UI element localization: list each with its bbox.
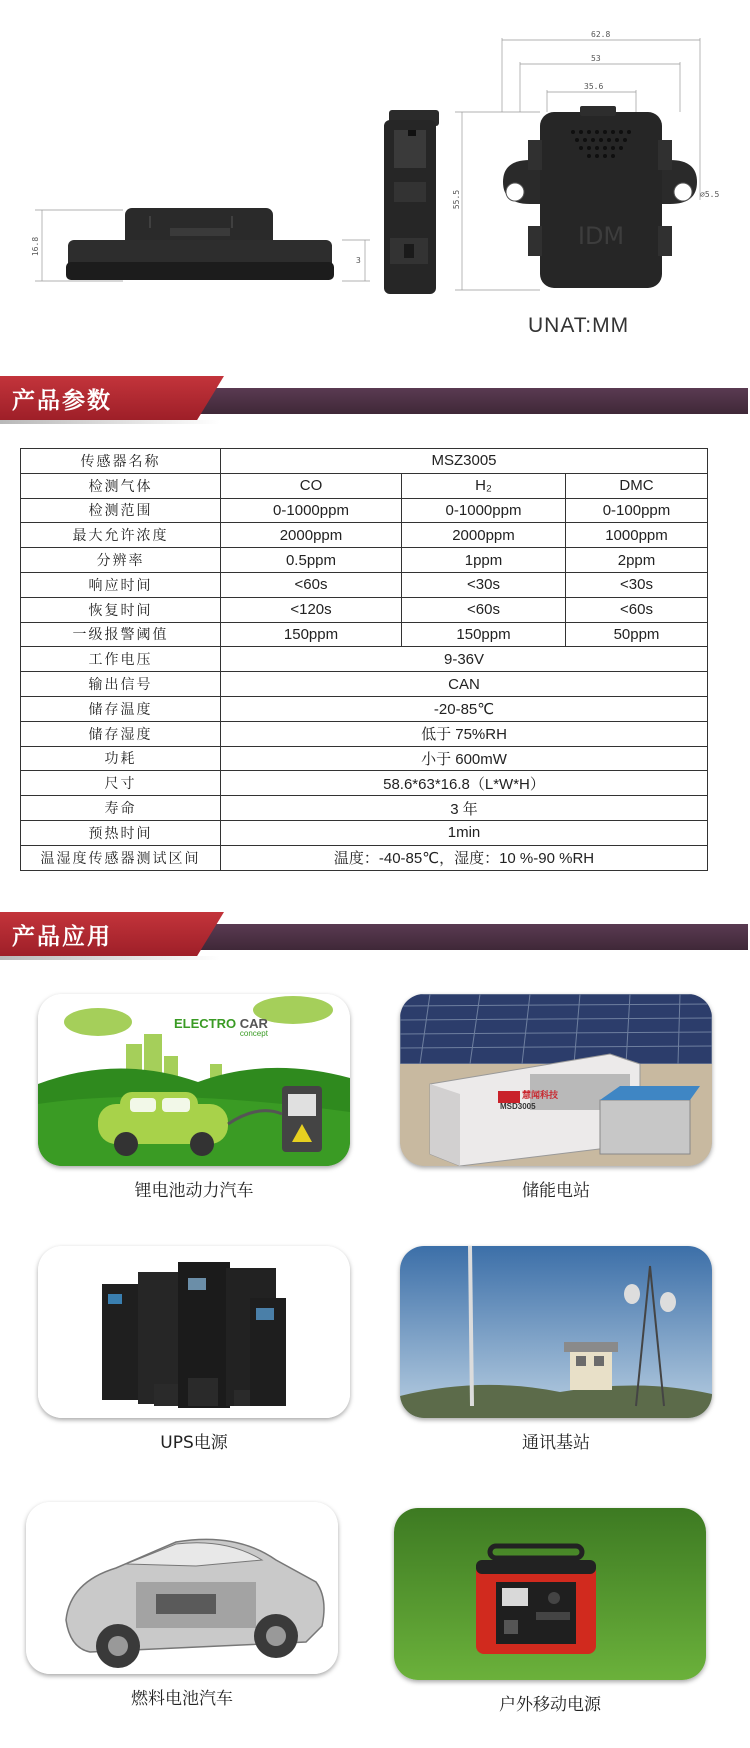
params-title: 产品参数 [12,388,112,414]
gas-co: CO [221,473,402,498]
row-value: 1ppm [402,548,566,573]
storage-image [400,994,712,1166]
row-label: 储存温度 [21,696,221,721]
row-label: 分辨率 [21,548,221,573]
table-row [21,523,708,548]
app-card-ups [38,1246,350,1453]
table-row [21,622,708,647]
row-value: 1000ppm [566,523,708,548]
row-value: -20-85℃ [221,696,708,721]
table-row [21,696,708,721]
row-label: 温湿度传感器测试区间 [21,845,221,870]
row-value: <120s [221,597,402,622]
model-value: MSZ3005 [221,449,708,474]
row-label: 一级报警阈值 [21,622,221,647]
dimension-drawing [0,0,750,350]
app-card-telecom [400,1246,712,1453]
row-label: 检测范围 [21,498,221,523]
ups-caption: UPS电源 [160,1433,228,1453]
side-view [35,208,370,281]
technical-drawing [0,0,750,350]
fuelcell-image [26,1502,338,1674]
table-row [21,796,708,821]
row-value: 1min [221,820,708,845]
table-row [21,548,708,573]
row-label: 储存湿度 [21,721,221,746]
row-value: 150ppm [221,622,402,647]
header-bar [196,924,748,950]
dim-mid-width: 53 [591,54,601,63]
device-logo: IDM [577,222,625,250]
row-value: 低于 75%RH [221,721,708,746]
fuelcell-caption: 燃料电池汽车 [131,1689,233,1709]
table-row [21,498,708,523]
app-card-ev [38,994,350,1201]
row-value: 3 年 [221,796,708,821]
row-value: <30s [402,572,566,597]
table-row [21,572,708,597]
outdoor-caption: 户外移动电源 [499,1695,601,1715]
dim-hole: ⌀5.5 [700,190,720,199]
table-row [21,473,708,498]
unit-label: UNAT:MM [528,314,630,337]
storage-brand: 慧闻科技 [522,1091,559,1101]
row-label: 传感器名称 [21,449,221,474]
row-value: 2000ppm [221,523,402,548]
row-value: 0-1000ppm [402,498,566,523]
ev-sign-accent: CAR [239,1016,268,1031]
storage-caption: 储能电站 [522,1181,590,1201]
apps-title: 产品应用 [12,924,112,950]
top-view [455,38,700,290]
table-row [21,771,708,796]
row-value: 58.6*63*16.8（L*W*H） [221,771,708,796]
row-label: 输出信号 [21,672,221,697]
table-row [21,746,708,771]
row-value: 0.5ppm [221,548,402,573]
table-row [21,845,708,870]
table-row [21,449,708,474]
app-card-storage [400,994,712,1201]
row-value: <60s [221,572,402,597]
row-label: 寿命 [21,796,221,821]
row-label: 功耗 [21,746,221,771]
telecom-caption: 通讯基站 [522,1433,590,1453]
row-value: <60s [402,597,566,622]
telecom-image [400,1246,712,1418]
row-value: <60s [566,597,708,622]
storage-model: MSD3005 [500,1102,536,1111]
row-label: 预热时间 [21,820,221,845]
row-label: 响应时间 [21,572,221,597]
ev-image [38,994,350,1166]
row-value: 2000ppm [402,523,566,548]
table-row [21,647,708,672]
row-value: CAN [221,672,708,697]
row-value: 2ppm [566,548,708,573]
front-view [384,110,439,294]
row-label: 尺寸 [21,771,221,796]
row-label: 工作电压 [21,647,221,672]
table-row [21,820,708,845]
dim-side-small: 3 [356,256,361,265]
row-value: 9-36V [221,647,708,672]
spec-table [20,448,708,871]
row-value: 小于 600mW [221,746,708,771]
row-value: <30s [566,572,708,597]
gas-h2: H₂ [402,473,566,498]
ups-image [38,1246,350,1418]
app-card-outdoor [394,1508,706,1715]
ev-sign-main: ELECTRO [174,1016,237,1031]
row-label: 最大允许浓度 [21,523,221,548]
row-value: 150ppm [402,622,566,647]
dim-total-width: 62.8 [591,30,611,39]
dim-side-height: 16.8 [31,236,41,257]
app-card-fuelcell [26,1502,338,1709]
dim-height: 55.5 [452,189,462,210]
ev-sign-sub: concept [239,1029,268,1038]
table-row [21,597,708,622]
dim-inner-width: 35.6 [584,82,604,91]
table-row [21,672,708,697]
row-value: 50ppm [566,622,708,647]
row-value: 温度：-40-85℃，湿度：10 %-90 %RH [221,845,708,870]
params-section-header [0,376,750,420]
header-bar [196,388,748,414]
apps-section-header [0,912,750,956]
row-label: 恢复时间 [21,597,221,622]
row-value: 0-100ppm [566,498,708,523]
outdoor-image [394,1508,706,1680]
row-value: 0-1000ppm [221,498,402,523]
row-label: 检测气体 [21,473,221,498]
gas-dmc: DMC [566,473,708,498]
ev-caption: 锂电池动力汽车 [134,1181,254,1201]
table-row [21,721,708,746]
